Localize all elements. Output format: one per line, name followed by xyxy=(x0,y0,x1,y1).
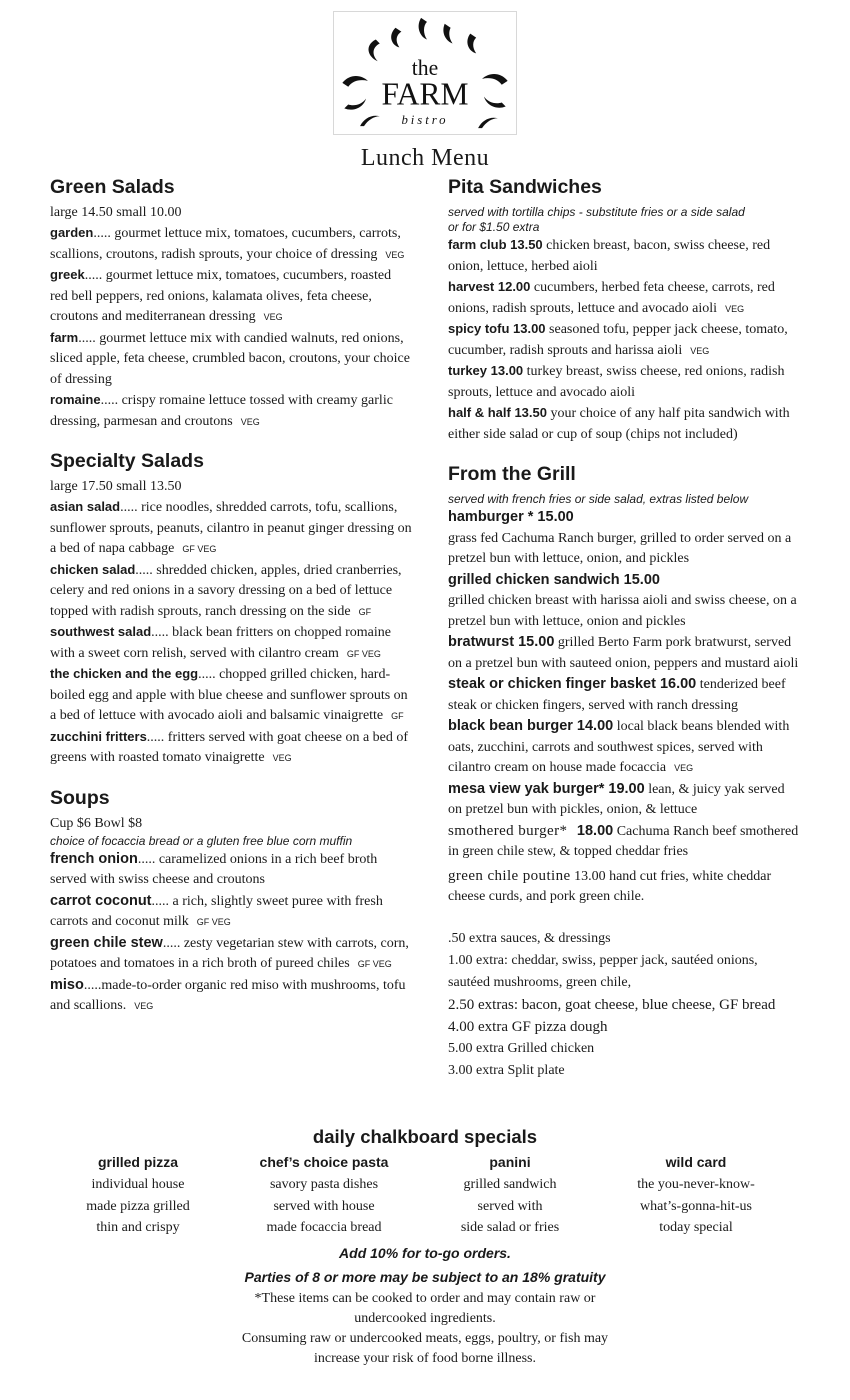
menu-item xyxy=(448,507,800,570)
item-description: ..... zesty vegetarian stew with carrots, corn, potatoes and tomatoes in a rich broth of pureed chiles xyxy=(50,935,409,971)
dietary-tag: VEG xyxy=(674,763,694,773)
special-line: thin and crispy xyxy=(96,1220,180,1235)
item-description: ..... gourmet lettuce mix, tomatoes, cucumbers, carrots, scallions, croutons, radish sprouts, your choice of dressing xyxy=(50,226,401,262)
menu-items xyxy=(448,507,800,821)
item-description: ..... gourmet lettuce mix, tomatoes, cucumbers, roasted red bell peppers, red onions, kalamata olives, feta cheese, croutons and mediterranean dressing xyxy=(50,268,392,324)
item-description: chicken breast, bacon, swiss cheese, red onion, lettuce, herbed aioli xyxy=(448,238,771,274)
extras-list xyxy=(448,928,800,1082)
menu-item xyxy=(448,821,800,863)
dietary-tag: GF xyxy=(358,606,372,617)
specials-row xyxy=(0,1154,850,1239)
dietary-tag: GF VEG xyxy=(182,544,217,554)
dietary-tag: GF VEG xyxy=(357,959,392,969)
dietary-tag: GF VEG xyxy=(346,648,381,659)
menu-item xyxy=(50,975,412,1017)
menu-item xyxy=(50,622,412,664)
specials-heading: daily chalkboard specials xyxy=(312,1126,538,1147)
svg-text:bistro: bistro xyxy=(401,113,449,128)
item-name: the chicken and the egg xyxy=(50,666,199,681)
item-name: zucchini fritters xyxy=(50,728,147,744)
menu-item xyxy=(50,664,412,727)
extra-line: 1.00 extra: cheddar, swiss, pepper jack, sautéed onions, sautéed mushrooms, green chile, xyxy=(448,952,758,990)
menu-item xyxy=(448,403,800,445)
left-column xyxy=(50,176,412,1035)
menu-items xyxy=(50,849,412,1017)
extra-line: 5.00 extra Grilled chicken xyxy=(448,1040,595,1056)
section-heading: Specialty Salads xyxy=(50,450,204,472)
extra-line: 3.00 extra Split plate xyxy=(448,1062,565,1078)
disclaimer-line: *These items can be cooked to order and may contain raw or xyxy=(254,1290,596,1306)
price-line: large 14.50 small 10.00 xyxy=(50,205,182,220)
item-description: grilled chicken breast with harissa aioli and swiss cheese, on a pretzel bun with lettuce, onion and pickles xyxy=(448,593,797,629)
soups-section xyxy=(50,787,412,1017)
special-line: made focaccia bread xyxy=(266,1220,382,1235)
special-title: grilled pizza xyxy=(97,1154,179,1170)
menu-item xyxy=(50,727,412,769)
item-description: ..... rice noodles, shredded carrots, tofu, scallions, sunflower sprouts, peanuts, cilantro in peanut ginger dressing on a bed of napa cabbage xyxy=(50,500,412,556)
item-description: cucumbers, herbed feta cheese, carrots, red onions, radish sprouts, lettuce and avocado aioli xyxy=(448,280,775,316)
special-wild-card xyxy=(603,1154,789,1239)
item-name: greek xyxy=(50,267,85,282)
menu-item xyxy=(448,277,800,319)
dietary-tag: VEG xyxy=(134,1001,154,1011)
item-name: asian salad xyxy=(50,499,121,514)
disclaimer-line: undercooked ingredients. xyxy=(354,1310,496,1326)
specialty-salads-section xyxy=(50,450,412,769)
soup-note: choice of focaccia bread or a gluten free blue corn muffin xyxy=(50,833,353,848)
section-heading: Pita Sandwiches xyxy=(448,176,602,198)
menu-items xyxy=(50,497,412,769)
item-description: grilled Berto Farm pork bratwurst, served on a pretzel bun with sauteed onion, peppers and mustard aioli xyxy=(448,635,799,671)
item-name: romaine xyxy=(50,392,101,407)
item-name: farm xyxy=(50,329,79,345)
menu-item xyxy=(50,497,412,560)
pita-note: served with tortilla chips - substitute fries or a side salad xyxy=(448,205,745,219)
item-description: ..... chopped grilled chicken, hard-boiled egg and apple with blue cheese and sunflower sprouts on a bed of lettuce with avocado aioli and balsamic vinaigrette xyxy=(50,667,408,723)
item-name: bratwurst 15.00 xyxy=(448,634,555,650)
menu-item xyxy=(50,849,412,891)
special-panini xyxy=(417,1154,603,1239)
special-chefs-pasta xyxy=(231,1154,417,1239)
special-line: savory pasta dishes xyxy=(269,1177,379,1192)
price-line: Cup $6 Bowl $8 xyxy=(50,815,143,831)
menu-item xyxy=(50,265,412,328)
menu-item xyxy=(50,328,412,391)
item-description: .....made-to-order organic red miso with mushrooms, tofu and scallions. xyxy=(50,977,406,1013)
page-title: Lunch Menu xyxy=(360,145,490,171)
special-line: what’s-gonna-hit-us xyxy=(640,1198,752,1214)
extra-line: 2.50 extras: bacon, goat cheese, blue cheese, GF bread xyxy=(448,996,776,1013)
dietary-tag: VEG xyxy=(240,416,260,427)
grill-section xyxy=(448,463,800,1082)
item-description: ..... gourmet lettuce mix with candied walnuts, red onions, sliced apple, feta cheese, crumbled bacon, croutons, your choice of dressing xyxy=(50,330,410,387)
extra-line: 4.00 extra GF pizza dough xyxy=(448,1018,608,1035)
special-line: made pizza grilled xyxy=(86,1198,190,1214)
item-description: 13.00 hand cut fries, white cheddar cheese curds, and pork green chile. xyxy=(448,868,772,904)
section-heading: From the Grill xyxy=(448,463,576,485)
special-line: today special xyxy=(659,1220,733,1235)
special-line: side salad or fries xyxy=(460,1220,560,1235)
item-name: spicy tofu 13.00 xyxy=(448,321,546,336)
pita-note-2: or for $1.50 extra xyxy=(448,220,540,234)
right-column xyxy=(448,176,800,1100)
disclaimer-line: Consuming raw or undercooked meats, eggs, poultry, or fish may xyxy=(241,1330,609,1346)
item-name: farm club 13.50 xyxy=(448,237,543,252)
item-description: grass fed Cachuma Ranch burger, grilled to order served on a pretzel bun with lettuce, onion, and pickles xyxy=(448,530,792,566)
item-name: steak or chicken finger basket 16.00 xyxy=(448,676,697,692)
menu-item xyxy=(448,779,800,821)
special-line: the you-never-know- xyxy=(637,1177,755,1192)
item-name: miso xyxy=(50,976,84,993)
item-name: french onion xyxy=(50,850,138,867)
menu-item xyxy=(50,891,412,933)
special-line: served with xyxy=(477,1198,543,1214)
svg-text:the: the xyxy=(411,55,439,80)
special-line: grilled sandwich xyxy=(463,1177,557,1192)
special-line: served with house xyxy=(273,1198,375,1214)
item-name: mesa view yak burger* 19.00 xyxy=(448,780,645,797)
item-description: seasoned tofu, pepper jack cheese, tomato, cucumber, radish sprouts and harissa aioli xyxy=(448,322,788,358)
item-description: ..... shredded chicken, apples, dried cranberries, celery and red onions in a savory dressing on a bed of lettuce topped with radish sprouts, ranch dressing on the side xyxy=(50,562,402,619)
item-name: green chile poutine xyxy=(448,867,571,884)
item-description: Cachuma Ranch beef smothered in green chile stew, & topped cheddar fries xyxy=(448,823,799,859)
menu-item xyxy=(50,223,412,265)
special-line: individual house xyxy=(91,1177,185,1192)
special-title: wild card xyxy=(665,1154,727,1170)
farm-bistro-logo xyxy=(333,11,517,135)
item-name: chicken salad xyxy=(50,561,136,577)
menu-item xyxy=(50,560,412,623)
item-description: lean, & juicy yak served on pretzel bun with pickles, onion, & lettuce xyxy=(448,781,785,817)
item-name: southwest salad xyxy=(50,624,152,639)
special-title: panini xyxy=(489,1154,531,1170)
green-salads-section xyxy=(50,176,412,432)
menu-item xyxy=(448,319,800,361)
menu-items xyxy=(448,235,800,445)
item-price: 18.00 xyxy=(576,822,614,839)
section-heading: Green Salads xyxy=(50,176,175,198)
menu-item xyxy=(50,933,412,975)
item-description: tenderized beef steak or chicken fingers, served with ranch dressing xyxy=(448,677,786,713)
menu-item xyxy=(448,570,800,633)
pita-section xyxy=(448,176,800,445)
extra-line: .50 extra sauces, & dressings xyxy=(448,930,611,946)
item-description: ..... a rich, slightly sweet puree with fresh carrots and coconut milk xyxy=(50,893,383,929)
footer-notes xyxy=(0,1241,850,1369)
dietary-tag: VEG xyxy=(272,753,292,763)
menu-item xyxy=(448,235,800,277)
item-name: grilled chicken sandwich 15.00 xyxy=(448,571,660,588)
item-name: harvest 12.00 xyxy=(448,279,531,294)
togo-note: Add 10% for to-go orders. xyxy=(339,1244,511,1261)
menu-item xyxy=(448,866,800,908)
special-grilled-pizza xyxy=(45,1154,231,1239)
disclaimer-line: increase your risk of food borne illness. xyxy=(314,1350,536,1366)
section-heading: Soups xyxy=(50,786,110,809)
price-line: large 17.50 small 13.50 xyxy=(50,479,182,494)
item-description: ..... crispy romaine lettuce tossed with creamy garlic dressing, parmesan and croutons xyxy=(50,393,393,429)
dietary-tag: VEG xyxy=(385,249,405,260)
item-name: smothered burger* xyxy=(448,822,568,839)
menu-items xyxy=(50,223,412,432)
grill-note: served with french fries or side salad, extras listed below xyxy=(448,492,749,506)
item-name: green chile stew xyxy=(50,934,163,951)
svg-text:FARM: FARM xyxy=(381,76,469,112)
menu-item xyxy=(448,716,800,779)
item-description: your choice of any half pita sandwich with either side salad or cup of soup (chips not included) xyxy=(448,406,790,442)
dietary-tag: VEG xyxy=(690,345,710,356)
special-title: chef’s choice pasta xyxy=(259,1154,389,1170)
item-name: garden xyxy=(50,225,94,240)
menu-item xyxy=(50,390,412,432)
dietary-tag: VEG xyxy=(725,303,745,314)
dietary-tag: GF VEG xyxy=(196,917,231,927)
item-name: turkey 13.00 xyxy=(448,363,524,378)
sun-logo-icon xyxy=(334,12,516,134)
menu-item xyxy=(448,674,800,716)
dietary-tag: VEG xyxy=(263,312,283,322)
dietary-tag: GF xyxy=(391,711,404,721)
item-name: carrot coconut xyxy=(50,892,152,909)
daily-specials xyxy=(0,1126,850,1369)
gratuity-note: Parties of 8 or more may be subject to an 18% gratuity xyxy=(244,1268,606,1285)
menu-item xyxy=(448,361,800,403)
item-name: hamburger * 15.00 xyxy=(448,509,574,525)
item-name: black bean burger 14.00 xyxy=(448,718,614,734)
item-description: ..... caramelized onions in a rich beef broth served with swiss cheese and croutons xyxy=(50,851,378,887)
item-description: ..... black bean fritters on chopped romaine with a sweet corn relish, served with cilantro cream xyxy=(50,625,391,661)
item-name: half & half 13.50 xyxy=(448,405,547,420)
item-description: turkey breast, swiss cheese, red onions, radish sprouts, lettuce and avocado aioli xyxy=(448,364,785,400)
menu-item xyxy=(448,632,800,674)
item-description: ..... fritters served with goat cheese on a bed of greens with roasted tomato vinaigrette xyxy=(50,729,409,765)
item-description: local black beans blended with oats, zucchini, carrots and southwest spices, served with cilantro cream on house made focaccia xyxy=(448,719,790,775)
